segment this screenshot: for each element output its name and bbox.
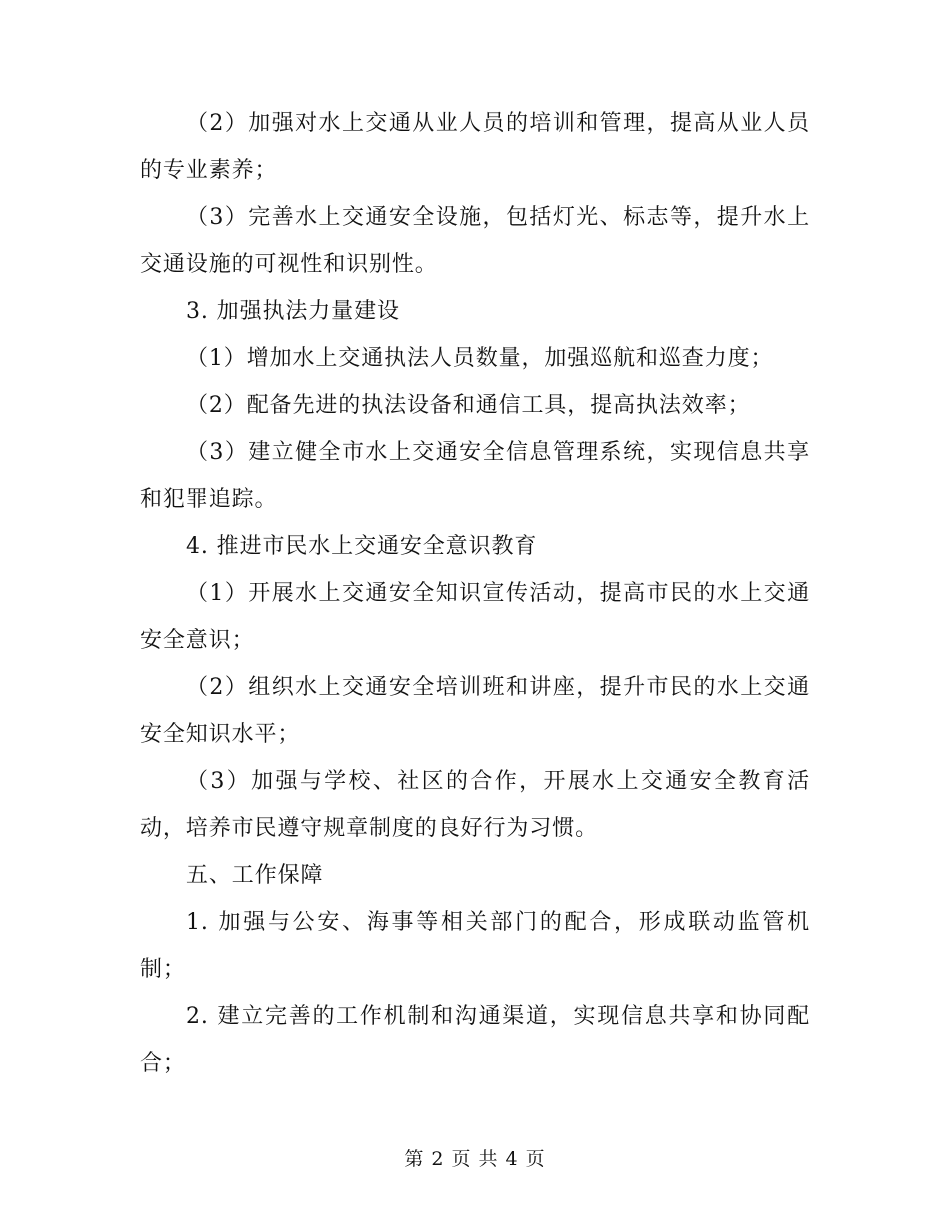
paragraph: （1）开展水上交通安全知识宣传活动，提高市民的水上交通安全意识； [140, 581, 810, 653]
paragraph: （2）加强对水上交通从业人员的培训和管理，提高从业人员的专业素养； [140, 111, 810, 183]
paragraph: （2）配备先进的执法设备和通信工具，提高执法效率； [186, 393, 751, 418]
paragraph: （3）建立健全市水上交通安全信息管理系统，实现信息共享和犯罪追踪。 [140, 440, 810, 512]
page-number-footer: 第 2 页 共 4 页 [404, 1148, 546, 1170]
document-body [140, 100, 810, 1087]
paragraph: 2. 建立完善的工作机制和沟通渠道，实现信息共享和协同配合； [140, 1004, 810, 1076]
section-heading: 4. 推进市民水上交通安全意识教育 [186, 534, 538, 559]
paragraph: （3）加强与学校、社区的合作，开展水上交通安全教育活动，培养市民遵守规章制度的良好行为习惯。 [140, 769, 810, 841]
paragraph: 1. 加强与公安、海事等相关部门的配合，形成联动监管机制； [140, 910, 810, 982]
paragraph: （3）完善水上交通安全设施，包括灯光、标志等，提升水上交通设施的可视性和识别性。 [140, 205, 810, 277]
section-heading: 3. 加强执法力量建设 [186, 299, 400, 324]
section-heading: 五、工作保障 [186, 863, 324, 888]
paragraph: （2）组织水上交通安全培训班和讲座，提升市民的水上交通安全知识水平； [140, 675, 810, 747]
paragraph: （1）增加水上交通执法人员数量，加强巡航和巡查力度； [186, 346, 774, 371]
